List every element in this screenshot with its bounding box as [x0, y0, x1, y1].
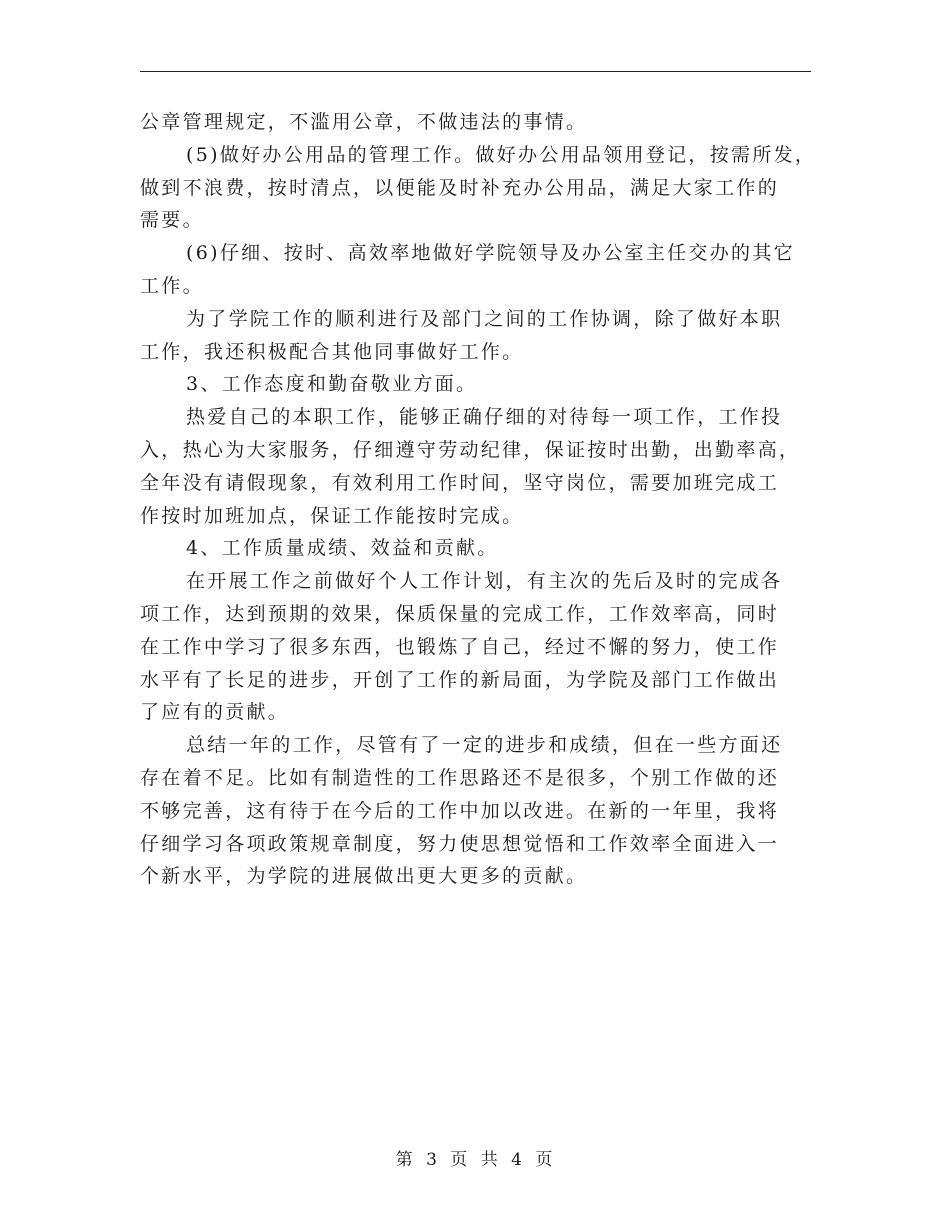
text-line: 需要。	[140, 209, 204, 232]
text-line: 水平有了长足的进步，开创了工作的新局面，为学院及部门工作做出	[140, 668, 780, 691]
text-line: 公章管理规定，不滥用公章，不做违法的事情。	[140, 111, 588, 133]
text-line: 热爱自己的本职工作，能够正确仔细的对待每一项工作，工作投	[186, 406, 783, 429]
text-line: (6)仔细、按时、高效率地做好学院领导及办公室主任交办的其它	[186, 242, 795, 265]
text-line: (5)做好办公用品的管理工作。做好办公用品领用登记，按需所发，	[186, 143, 817, 166]
text-line: 工作，我还积极配合其他同事做好工作。	[140, 340, 524, 363]
text-line: 存在着不足。比如有制造性的工作思路还不是很多，个别工作做的还	[140, 766, 780, 789]
text-line: 作按时加班加点，保证工作能按时完成。	[140, 504, 524, 527]
text-line: 个新水平，为学院的进展做出更大更多的贡献。	[140, 865, 588, 888]
page-number-footer: 第 3 页 共 4 页	[395, 1150, 555, 1170]
text-line: 总结一年的工作，尽管有了一定的进步和成绩，但在一些方面还	[186, 734, 783, 757]
text-line: 入，热心为大家服务，仔细遵守劳动纪律，保证按时出勤，出勤率高，	[140, 438, 801, 461]
text-line: 不够完善，这有待于在今后的工作中加以改进。在新的一年里，我将	[140, 799, 780, 822]
text-line: 全年没有请假现象，有效利用工作时间，坚守岗位，需要加班完成工	[140, 471, 780, 494]
text-line: 项工作，达到预期的效果，保质保量的完成工作，工作效率高，同时	[140, 602, 780, 625]
header-rule	[140, 71, 811, 72]
section-heading: 3、工作态度和勤奋敬业方面。	[186, 373, 478, 396]
text-line: 在工作中学习了很多东西，也锻炼了自己，经过不懈的努力，使工作	[140, 635, 780, 658]
text-line: 了应有的贡献。	[140, 701, 290, 724]
text-line: 仔细学习各项政策规章制度，努力使思想觉悟和工作效率全面进入一	[140, 832, 780, 855]
section-heading: 4、工作质量成绩、效益和贡献。	[186, 537, 499, 560]
document-body	[140, 106, 817, 893]
text-line: 做到不浪费，按时清点，以便能及时补充办公用品，满足大家工作的	[140, 176, 780, 199]
text-line: 在开展工作之前做好个人工作计划，有主次的先后及时的完成各	[186, 570, 783, 593]
text-line: 工作。	[140, 274, 204, 297]
text-line: 为了学院工作的顺利进行及部门之间的工作协调，除了做好本职	[186, 307, 783, 330]
